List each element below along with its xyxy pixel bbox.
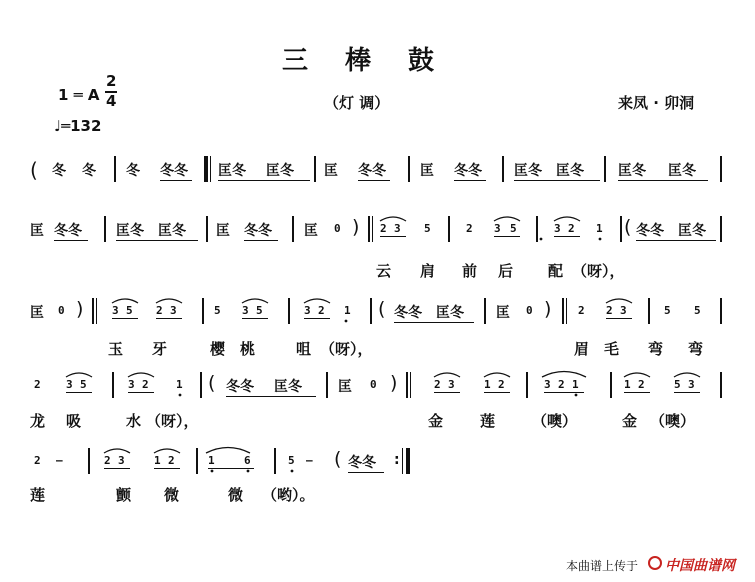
note-dongdong: 冬冬 <box>454 163 482 179</box>
repeat-dots: : <box>394 452 400 468</box>
jianpu-note: 2 <box>142 378 149 391</box>
jianpu-note: 3 <box>554 222 561 235</box>
octave-dot <box>291 470 294 473</box>
title-char-2: 棒 <box>345 46 374 76</box>
lyric: 水 <box>126 412 142 430</box>
jianpu-note: 3 <box>66 378 73 391</box>
jianpu-note: 3 <box>112 304 119 317</box>
note-dongdong: 冬冬 <box>226 379 254 395</box>
close-paren: ) <box>76 298 84 320</box>
slur <box>156 299 182 303</box>
slur <box>674 373 700 377</box>
open-paren: ( <box>378 298 386 320</box>
octave-dot <box>575 394 578 397</box>
dash: — <box>56 454 63 467</box>
slur <box>554 217 580 221</box>
slur <box>624 373 650 377</box>
lyric: 眉 <box>574 340 590 358</box>
octave-dot <box>247 470 250 473</box>
slur <box>128 373 154 377</box>
lyric: 莲 <box>30 486 46 504</box>
credit-text: 本曲谱上传于 <box>566 559 639 573</box>
brand-logo-icon <box>648 556 662 570</box>
jianpu-note: 3 <box>688 378 695 391</box>
note-kuang: 匡 <box>216 223 230 239</box>
note-kuang: 匡 <box>30 305 44 321</box>
lyric: 毛 <box>604 340 620 358</box>
jianpu-note: 5 <box>288 454 295 467</box>
jianpu-note: 5 <box>214 304 221 317</box>
jianpu-note: 2 <box>606 304 613 317</box>
slur <box>304 299 330 303</box>
note-kuangdong: 匡冬 <box>116 223 144 239</box>
lyric: 吸 <box>66 412 82 430</box>
jianpu-note: 1 <box>154 454 161 467</box>
note-dong: 冬 <box>126 163 140 179</box>
jianpu-note: 1 <box>484 378 491 391</box>
jianpu-note: 1 <box>596 222 603 235</box>
rest: 0 <box>334 222 341 235</box>
jianpu-note: 2 <box>34 378 41 391</box>
jianpu-note: 2 <box>498 378 505 391</box>
slur <box>104 449 130 453</box>
repeat-open-paren: ( <box>30 158 38 182</box>
jianpu-note: 2 <box>380 222 387 235</box>
octave-dot <box>599 238 602 241</box>
lyric: 微 <box>164 486 180 504</box>
subtitle: （灯 调） <box>324 94 390 112</box>
rest: 0 <box>58 304 65 317</box>
lyric: 肩 <box>420 262 436 280</box>
jianpu-note: 1 <box>572 378 579 391</box>
note-dongdong: 冬冬 <box>636 223 664 239</box>
note-kuangdong: 匡冬 <box>514 163 542 179</box>
lyric: 弯 <box>648 340 664 358</box>
note-dongdong: 冬冬 <box>358 163 386 179</box>
jianpu-note: 2 <box>638 378 645 391</box>
jianpu-note: 2 <box>104 454 111 467</box>
jianpu-note: 6 <box>244 454 251 467</box>
note-kuangdong: 匡冬 <box>556 163 584 179</box>
lyric: 前 <box>462 262 478 280</box>
octave-dot <box>211 470 214 473</box>
lyric: 龙 <box>30 412 46 430</box>
jianpu-note: 2 <box>34 454 41 467</box>
lyric: 后 <box>498 262 514 280</box>
note-dongdong: 冬冬 <box>394 305 422 321</box>
lyric: （呀）， <box>320 340 373 358</box>
title-char-3: 鼓 <box>408 46 437 76</box>
note-kuangdong: 匡冬 <box>274 379 302 395</box>
lyric: （噢） <box>532 412 578 430</box>
title-char-1: 三 <box>282 46 311 76</box>
close-paren: ) <box>390 372 398 394</box>
lyric: 云 <box>376 262 392 280</box>
tempo-mark: ♩═132 <box>54 117 102 135</box>
lyric: 莲 <box>480 412 496 430</box>
lyric: （呀）， <box>146 412 199 430</box>
slur <box>494 217 520 221</box>
note-kuang: 匡 <box>338 379 352 395</box>
open-paren: ( <box>624 216 632 238</box>
jianpu-note: 2 <box>558 378 565 391</box>
lyric: （噢） <box>650 412 696 430</box>
slur <box>606 299 632 303</box>
slur <box>154 449 180 453</box>
jianpu-note: 1 <box>624 378 631 391</box>
slur <box>542 372 586 378</box>
jianpu-note: 1 <box>208 454 215 467</box>
key-signature: 1 ═ A <box>58 86 100 104</box>
jianpu-note: 5 <box>694 304 701 317</box>
jianpu-note: 3 <box>170 304 177 317</box>
jianpu-note: 5 <box>126 304 133 317</box>
time-numerator: 2 <box>106 72 117 90</box>
lyric: 玉 <box>108 340 124 358</box>
jianpu-note: 3 <box>544 378 551 391</box>
close-paren: ) <box>544 298 552 320</box>
slur <box>112 299 138 303</box>
jianpu-note: 2 <box>168 454 175 467</box>
lyric: 金 <box>622 412 638 430</box>
lyric: 牙 <box>152 340 168 358</box>
slur <box>434 373 460 377</box>
note-kuang: 匡 <box>420 163 434 179</box>
note-kuangdong: 匡冬 <box>218 163 246 179</box>
octave-dot <box>540 238 543 241</box>
jianpu-note: 1 <box>344 304 351 317</box>
jianpu-note: 2 <box>578 304 585 317</box>
octave-dot <box>345 320 348 323</box>
lyric: 金 <box>428 412 444 430</box>
time-denominator: 4 <box>106 92 117 110</box>
note-kuangdong: 匡冬 <box>618 163 646 179</box>
lyric: （哟）。 <box>262 486 315 504</box>
note-kuangdong: 匡冬 <box>266 163 294 179</box>
lyric: 桃 <box>240 340 256 358</box>
jianpu-note: 5 <box>510 222 517 235</box>
jianpu-note: 3 <box>304 304 311 317</box>
origin: 来凤 · 卯洞 <box>618 94 695 112</box>
jianpu-note: 2 <box>434 378 441 391</box>
slur <box>380 217 406 221</box>
open-paren: ( <box>208 372 216 394</box>
jianpu-note: 2 <box>156 304 163 317</box>
jianpu-note: 5 <box>664 304 671 317</box>
note-kuangdong: 匡冬 <box>158 223 186 239</box>
jianpu-note: 3 <box>128 378 135 391</box>
brand-logo-text: 中国曲谱网 <box>665 558 735 574</box>
note-kuang: 匡 <box>304 223 318 239</box>
slur <box>242 299 268 303</box>
note-kuang: 匡 <box>30 223 44 239</box>
note-dong: 冬 <box>82 163 96 179</box>
jianpu-note: 2 <box>318 304 325 317</box>
note-dongdong: 冬冬 <box>160 163 188 179</box>
rest: 0 <box>526 304 533 317</box>
note-dongdong: 冬冬 <box>348 455 376 471</box>
note-kuang: 匡 <box>324 163 338 179</box>
jianpu-note: 3 <box>394 222 401 235</box>
jianpu-note: 3 <box>118 454 125 467</box>
dash: — <box>306 454 313 467</box>
jianpu-note: 5 <box>80 378 87 391</box>
note-dongdong: 冬冬 <box>54 223 82 239</box>
note-kuang: 匡 <box>496 305 510 321</box>
lyric: 樱 <box>210 340 226 358</box>
jianpu-note: 5 <box>424 222 431 235</box>
note-kuangdong: 匡冬 <box>678 223 706 239</box>
jianpu-note: 2 <box>568 222 575 235</box>
jianpu-note: 5 <box>674 378 681 391</box>
jianpu-note: 3 <box>494 222 501 235</box>
lyric: （呀）， <box>572 262 625 280</box>
jianpu-note: 5 <box>256 304 263 317</box>
note-kuangdong: 匡冬 <box>668 163 696 179</box>
rest: 0 <box>370 378 377 391</box>
lyric: 微 <box>228 486 244 504</box>
note-dong: 冬 <box>52 163 66 179</box>
octave-dot <box>179 394 182 397</box>
lyric: 咀 <box>296 340 312 358</box>
slur <box>206 448 250 454</box>
note-kuangdong: 匡冬 <box>436 305 464 321</box>
lyric: 颤 <box>116 486 132 504</box>
jianpu-note: 3 <box>620 304 627 317</box>
lyric: 弯 <box>688 340 704 358</box>
slur <box>66 373 92 377</box>
note-dongdong: 冬冬 <box>244 223 272 239</box>
lyric: 配 <box>548 262 564 280</box>
open-paren: ( <box>334 448 342 470</box>
jianpu-note: 1 <box>176 378 183 391</box>
jianpu-note: 2 <box>466 222 473 235</box>
close-paren: ) <box>352 216 360 238</box>
slur <box>484 373 510 377</box>
jianpu-note: 3 <box>448 378 455 391</box>
jianpu-note: 3 <box>242 304 249 317</box>
